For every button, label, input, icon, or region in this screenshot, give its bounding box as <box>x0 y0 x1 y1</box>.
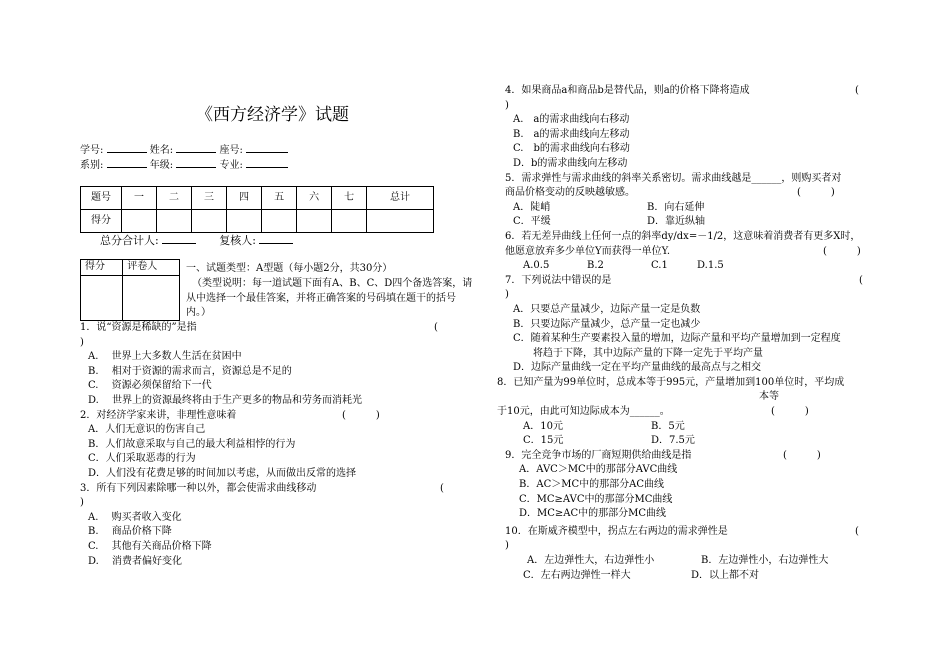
question-7-option: C．随着某种生产要素投入量的增加，边际产量和平均产量增加到一定程度 <box>513 333 841 345</box>
question-5-option: A．陡峭 <box>513 201 551 213</box>
student-id-field[interactable] <box>107 141 147 153</box>
score-cell[interactable] <box>157 210 192 233</box>
question-5-options-row <box>505 215 885 230</box>
score-table-score-row <box>81 210 434 233</box>
reviewer-field[interactable] <box>259 232 293 244</box>
department-label: 系别: <box>80 160 104 171</box>
question-6-option: D.1.5 <box>697 260 724 272</box>
question-4-option: C. b的需求曲线向右移动 <box>513 143 630 155</box>
name-label: 姓名: <box>149 145 174 156</box>
question-3-option: A. 购买者收入变化 <box>88 511 182 523</box>
question-8-option: B．5元 <box>651 420 685 432</box>
question-1-option: B. 相对于资源的需求而言，资源总是不足的 <box>88 365 292 377</box>
answer-paren[interactable]: ( ) <box>783 449 821 461</box>
score-cell[interactable] <box>227 210 262 233</box>
reviewer-label: 复核人: <box>219 234 256 247</box>
question-10-option: A．左边弹性大，右边弹性小 <box>527 555 655 566</box>
note-line: （类型说明：每一道试题下面有A、B、C、D四个备选答案，请 <box>192 278 473 289</box>
question-2-option: B．人们故意采取与自己的最大利益相悖的行为 <box>88 438 296 450</box>
question-8-option: D．7.5元 <box>651 435 695 447</box>
score-header-cell: 三 <box>192 187 227 210</box>
left-question-column <box>80 321 460 569</box>
score-row-label: 得分 <box>81 210 122 233</box>
question-8-option: C．15元 <box>523 435 564 447</box>
question-5-stem-cont: 商品价格变动的反映越敏感。 ( ) <box>505 186 885 201</box>
answer-paren-close: ) <box>80 497 84 509</box>
seat-field[interactable] <box>246 141 288 153</box>
question-10-option: C．左右两边弹性一样大 <box>523 569 631 581</box>
question-7-option: 将趋于下降，其中边际产量的下降一定先于平均产量 <box>513 347 763 359</box>
question-5-option: C．平缓 <box>513 216 551 228</box>
department-field[interactable] <box>107 156 147 168</box>
question-10-stem: 10．在斯威齐模型中，拐点左右两边的需求弹性是 ( <box>505 525 885 540</box>
question-6-options-row <box>505 259 885 274</box>
question-7-option: B．只要边际产量减少，总产量一定也减少 <box>513 318 701 330</box>
score-table <box>80 186 434 233</box>
major-label: 专业: <box>219 160 243 171</box>
question-9-option: A．AVC＞MC中的那部分AVC曲线 <box>519 464 678 476</box>
grader-table <box>80 259 180 321</box>
question-5-option: D．靠近纵轴 <box>647 216 706 228</box>
note-line: 内。） <box>186 307 211 319</box>
grader-score-label: 得分 <box>81 260 123 276</box>
info-row-2 <box>80 156 288 174</box>
question-8-option: A．10元 <box>523 420 563 432</box>
right-question-column <box>497 84 885 583</box>
question-3-stem: 3．所有下列因素除哪一种以外，都会使需求曲线移动 ( <box>80 482 460 497</box>
question-2-option: A．人们无意识的伤害自己 <box>88 424 206 436</box>
score-header-cell: 五 <box>262 187 297 210</box>
score-header-cell: 题号 <box>81 187 122 210</box>
score-header-cell: 四 <box>227 187 262 210</box>
grader-name-cell[interactable] <box>123 275 180 320</box>
answer-paren[interactable]: ( <box>855 85 859 96</box>
question-8-options-row <box>505 420 885 435</box>
grade-label: 年级: <box>149 160 174 171</box>
question-5-option: B．向右延伸 <box>647 201 705 213</box>
question-7-stem: 7．下列说法中错误的是 ( <box>505 274 885 289</box>
total-counter-label: 总分合计人: <box>100 234 159 247</box>
question-8-stem-cont: 于10元，由此可知边际成本为______。 ( ) <box>497 405 885 420</box>
score-cell[interactable] <box>367 210 434 233</box>
score-table-header-row <box>81 187 434 210</box>
question-3-option: D. 消费者偏好变化 <box>88 555 183 567</box>
seat-label: 座号: <box>219 145 243 156</box>
name-field[interactable] <box>176 141 216 153</box>
question-10-options-row <box>505 569 885 584</box>
score-cell[interactable] <box>332 210 367 233</box>
question-4-option: D．b的需求曲线向左移动 <box>513 157 628 169</box>
question-2-option: C．人们采取恶毒的行为 <box>88 453 196 465</box>
question-9-stem: 9．完全竞争市场的厂商短期供给曲线是指 ( ) <box>505 449 885 464</box>
answer-paren[interactable]: ( ) <box>342 409 380 421</box>
question-5-stem: 5．需求弹性与需求曲线的斜率关系密切。需求曲线越是______，则购买者对 <box>505 172 842 184</box>
score-header-cell: 二 <box>157 187 192 210</box>
answer-paren[interactable]: ( ) <box>797 187 835 199</box>
question-8-options-row <box>505 434 885 449</box>
question-8-stem-cont: 本等 <box>759 391 779 403</box>
question-9-option: D．MC≥AC中的那部分MC曲线 <box>519 508 667 520</box>
answer-paren[interactable]: ( ) <box>771 406 809 418</box>
answer-paren-close: ) <box>505 99 509 111</box>
answer-paren-close: ) <box>80 336 84 348</box>
student-id-label: 学号: <box>80 145 104 156</box>
question-7-option: D．边际产量曲线一定在平均产量曲线的最高点与之相交 <box>513 362 762 374</box>
question-1-option: C. 资源必须保留给下一代 <box>88 380 212 392</box>
question-10-options-row <box>505 554 885 569</box>
score-cell[interactable] <box>192 210 227 233</box>
question-4-option: B. a的需求曲线向左移动 <box>513 128 630 140</box>
question-9-option: B．AC＞MC中的那部分AC曲线 <box>519 479 664 491</box>
question-6-option: A.0.5 <box>523 260 550 272</box>
answer-paren-close: ) <box>505 540 509 552</box>
exam-title: 《西方经济学》试题 <box>196 105 349 125</box>
question-3-option: B. 商品价格下降 <box>88 526 172 538</box>
major-field[interactable] <box>246 156 288 168</box>
section-1-title: 一、试题类型：A型题（每小题2分，共30分） <box>186 263 393 274</box>
answer-paren[interactable]: ( ) <box>823 245 861 257</box>
question-6-stem-cont: 他愿意放弃多少单位Y而获得一单位Y. ( ) <box>505 245 885 260</box>
answer-paren[interactable]: ( <box>859 274 863 286</box>
note-line: 从中选择一个最佳答案，并将正确答案的号码填在题干的括号 <box>186 292 456 304</box>
question-9-option: C．MC≥AVC中的那部分MC曲线 <box>519 493 673 505</box>
score-cell[interactable] <box>297 210 332 233</box>
question-4-stem: 4．如果商品a和商品b是替代品，则a的价格下降将造成 ( <box>505 84 885 99</box>
grader-score-cell[interactable] <box>81 275 123 320</box>
question-2-stem: 2．对经济学家来讲，非理性意味着 ( ) <box>80 409 460 424</box>
score-header-cell: 一 <box>122 187 157 210</box>
grade-field[interactable] <box>176 156 216 168</box>
answer-paren[interactable]: ( <box>440 482 444 494</box>
answer-paren[interactable]: ( <box>434 322 438 333</box>
question-1-option: A. 世界上大多数人生活在贫困中 <box>88 351 242 363</box>
question-10-option: B．左边弹性小，右边弹性大 <box>701 555 829 566</box>
question-1-option: D. 世界上的资源最终将由于生产更多的物品和劳务而消耗光 <box>88 394 363 406</box>
answer-paren-close: ) <box>505 289 509 301</box>
score-header-cell: 总计 <box>367 187 434 210</box>
question-1-stem: 1．说“资源是稀缺的”是指 ( <box>80 321 460 336</box>
question-5-options-row <box>505 201 885 216</box>
question-6-option: B.2 <box>587 260 604 272</box>
question-2-option: D．人们没有花费足够的时间加以考虑，从而做出反常的选择 <box>88 467 357 479</box>
question-6-option: C.1 <box>651 260 668 272</box>
total-counter-field[interactable] <box>162 232 196 244</box>
question-4-option: A. a的需求曲线向右移动 <box>513 114 630 126</box>
score-cell[interactable] <box>262 210 297 233</box>
question-10-option: D．以上都不对 <box>691 569 760 581</box>
signature-row <box>100 232 293 249</box>
question-3-option: C. 其他有关商品价格下降 <box>88 540 212 552</box>
question-6-stem: 6．若无差异曲线上任何一点的斜率dy/dx=－1/2，这意味着消费者有更多X时， <box>505 230 861 242</box>
answer-paren[interactable]: ( <box>855 525 859 537</box>
section-1-note <box>186 277 472 321</box>
score-header-cell: 六 <box>297 187 332 210</box>
score-header-cell: 七 <box>332 187 367 210</box>
question-7-option: A．只要总产量减少，边际产量一定是负数 <box>513 303 701 315</box>
grader-name-label: 评卷人 <box>123 260 180 276</box>
score-cell[interactable] <box>122 210 157 233</box>
question-8-stem: 8．已知产量为99单位时，总成本等于995元，产量增加到100单位时，平均成 <box>497 376 845 388</box>
